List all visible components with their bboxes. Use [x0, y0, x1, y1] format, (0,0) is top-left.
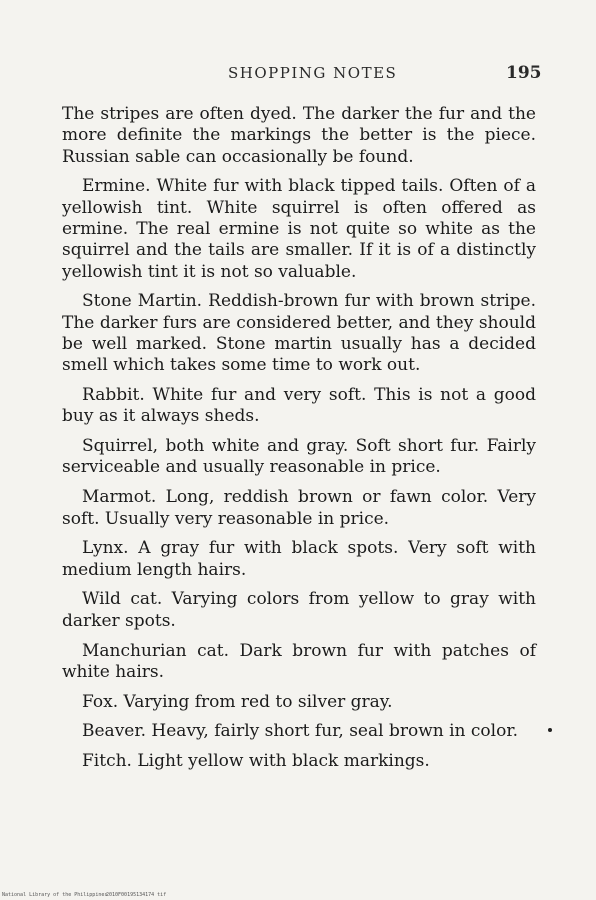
footer-library: National Library of the Philippines [2, 892, 108, 898]
running-title: SHOPPING NOTES [228, 64, 398, 82]
paragraph-squirrel: Squirrel, both white and gray. Soft short fur. Fairly serviceable and usually reasonable in price. [62, 436, 536, 478]
running-head [0, 64, 596, 88]
paragraph-lynx: Lynx. A gray fur with black spots. Very soft with medium length hairs. [62, 538, 536, 580]
ink-speck [548, 728, 552, 732]
paragraph-marmot: Marmot. Long, reddish brown or fawn color. Very soft. Usually very reasonable in price. [62, 487, 536, 529]
paragraph-manchurian-cat: Manchurian cat. Dark brown fur with patches of white hairs. [62, 640, 536, 682]
paragraph-ermine: Ermine. White fur with black tipped tails. Often of a yellowish tint. White squirrel is often offered as ermine. The real ermine is not quite so white as the squirrel and the tails are smaller. If it is of a distinctly yellowish tint it is not so valuable. [62, 176, 536, 282]
paragraph-wild-cat: Wild cat. Varying colors from yellow to gray with darker spots. [62, 589, 536, 631]
paragraph-beaver: Beaver. Heavy, fairly short fur, seal brown in color. [82, 721, 518, 742]
paragraph-stripes: The stripes are often dyed. The darker the fur and the more definite the markings the better is the piece. Russian sable can occasionally be found. [62, 104, 536, 167]
paragraph-rabbit: Rabbit. White fur and very soft. This is not a good buy as it always sheds. [62, 385, 536, 427]
body-text [62, 104, 536, 781]
paragraph-stone-martin: Stone Martin. Reddish-brown fur with brown stripe. The darker furs are considered better, and they should be well marked. Stone martin usually has a decided smell which takes some time to work out. [62, 291, 536, 376]
footer-code: 2010F00195134174 tif [106, 892, 167, 898]
page-number: 195 [506, 63, 542, 83]
paragraph-fox: Fox. Varying from red to silver gray. [82, 691, 393, 712]
paragraph-fitch: Fitch. Light yellow with black markings. [82, 751, 430, 772]
